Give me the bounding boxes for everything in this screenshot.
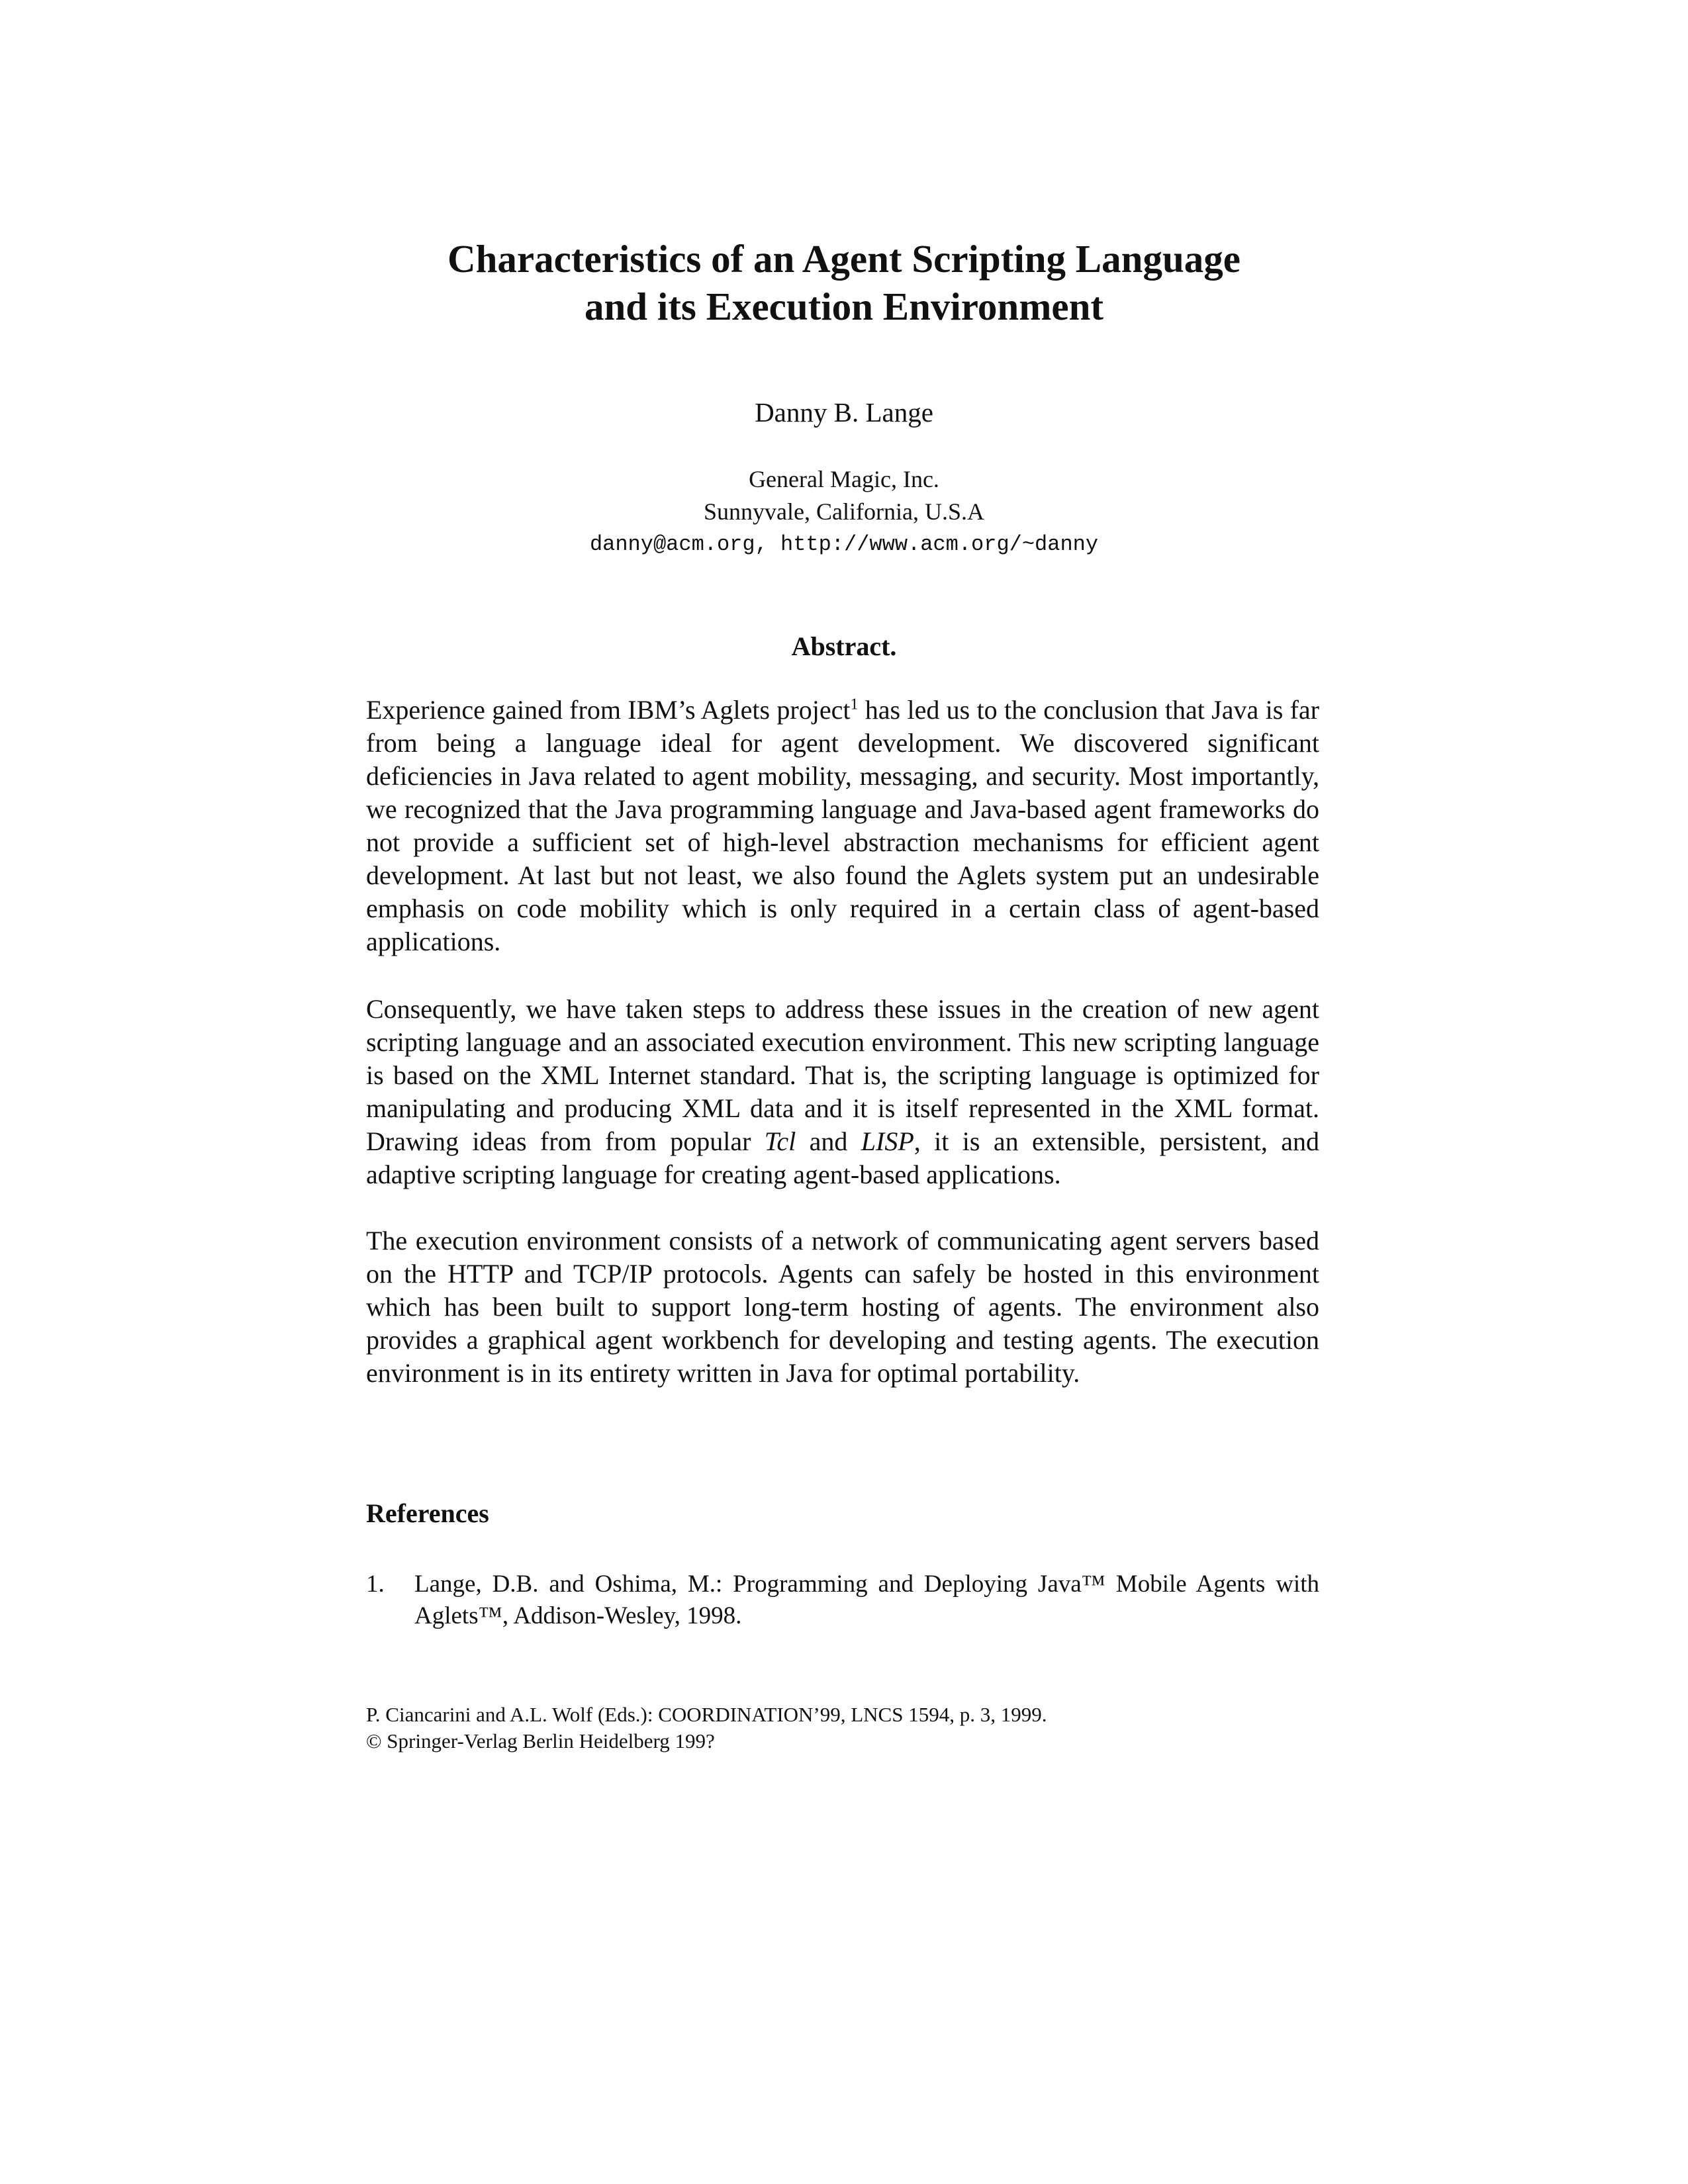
abstract-p2-and: and xyxy=(796,1126,861,1156)
paper-title xyxy=(0,235,1688,330)
lisp-term: LISP xyxy=(861,1126,914,1156)
abstract-paragraph-1 xyxy=(366,694,1319,958)
abstract-heading: Abstract. xyxy=(791,631,897,661)
reference-item xyxy=(366,1569,1319,1632)
footer-citation: P. Ciancarini and A.L. Wolf (Eds.): COORDINATION’99, LNCS 1594, p. 3, 1999. xyxy=(366,1703,1047,1726)
abstract-p2-text-b: , it is an extensible, persistent, and adaptive scripting language for creating agent-based applications. xyxy=(366,1126,1319,1189)
abstract-paragraph-2 xyxy=(366,993,1319,1191)
title-line-2: and its Execution Environment xyxy=(584,285,1104,328)
footer-copyright: © Springer-Verlag Berlin Heidelberg 199? xyxy=(366,1729,715,1752)
author-affiliation xyxy=(0,463,1688,561)
footnote-marker: 1 xyxy=(850,696,859,713)
abstract-p1-text-b: has led us to the conclusion that Java is far from being a language ideal for agent development. We discovered significant deficiencies in Java related to agent mobility, messaging, and security. Most importantly, we recognized that the Java programming language and Java-based agent frameworks do not provide a sufficient set of high-level abstraction mechanisms for efficient agent development. At last but not least, we also found the Aglets system put an undesirable emphasis on code mobility which is only required in a certain class of agent-based applications. xyxy=(366,695,1319,956)
tcl-term: Tcl xyxy=(764,1126,796,1156)
reference-text: Lange, D.B. and Oshima, M.: Programming and Deploying Java™ Mobile Agents with Aglets™, Addison-Wesley, 1998. xyxy=(414,1570,1319,1629)
affiliation-location: Sunnyvale, California, U.S.A xyxy=(704,498,984,525)
abstract-p1-text-a: Experience gained from IBM’s Aglets project xyxy=(366,695,851,725)
publication-footer xyxy=(366,1702,1047,1754)
abstract-p3-text: The execution environment consists of a network of communicating agent servers based on the HTTP and TCP/IP protocols. Agents can safely be hosted in this environment which has been built to support long-term hosting of agents. The environment also provides a graphical agent workbench for developing and testing agents. The execution environment is in its entirety written in Java for optimal portability. xyxy=(366,1226,1319,1388)
affiliation-contact: danny@acm.org, http://www.acm.org/~danny xyxy=(589,532,1099,557)
author-name: Danny B. Lange xyxy=(755,397,933,428)
affiliation-org: General Magic, Inc. xyxy=(749,466,939,492)
references-heading: References xyxy=(366,1498,489,1528)
title-line-1: Characteristics of an Agent Scripting Language xyxy=(447,237,1241,281)
abstract-paragraph-3 xyxy=(366,1224,1319,1390)
abstract-p2-text-a: Consequently, we have taken steps to address these issues in the creation of new agent scripting language and an associated execution environment. This new scripting language is based on the XML Internet standard. That is, the scripting language is optimized for manipulating and producing XML data and it is itself represented in the XML format. Drawing ideas from from popular xyxy=(366,994,1319,1156)
reference-number: 1. xyxy=(366,1570,385,1598)
